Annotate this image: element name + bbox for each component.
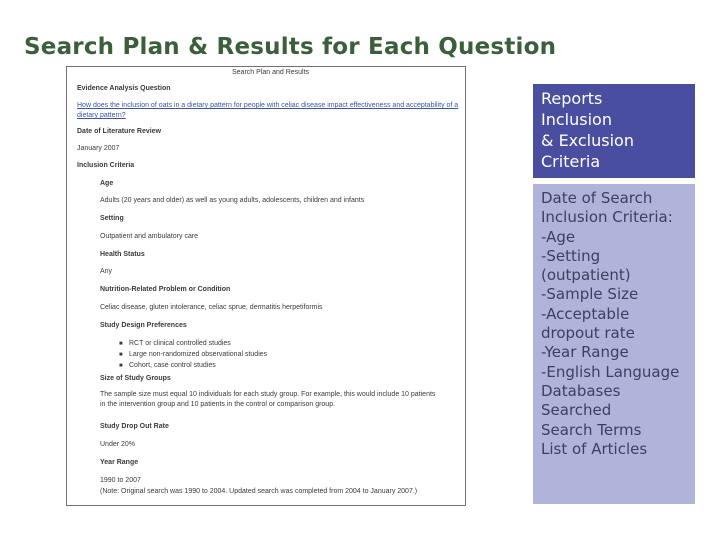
date-heading: Date of Literature Review bbox=[77, 128, 162, 135]
nutrition-heading: Nutrition-Related Problem or Condition bbox=[100, 286, 231, 293]
health-heading: Health Status bbox=[100, 251, 145, 258]
slide-title: Search Plan & Results for Each Question bbox=[24, 34, 557, 60]
criteria-header-panel bbox=[533, 84, 695, 178]
criteria-line: -Acceptable bbox=[541, 304, 630, 323]
document-title: Search Plan and Results bbox=[232, 69, 310, 76]
criteria-line: Search Terms bbox=[541, 420, 642, 439]
criteria-list-panel bbox=[533, 184, 695, 504]
nutrition-value: Celiac disease, gluten intolerance, celiac sprue, dermatitis herpetiformis bbox=[100, 304, 323, 311]
criteria-line: -Setting bbox=[541, 246, 601, 265]
header-line: Reports bbox=[541, 89, 603, 108]
criteria-line: -Age bbox=[541, 227, 576, 246]
criteria-line: (outpatient) bbox=[541, 266, 631, 285]
design-item: Large non-randomized observational studies bbox=[129, 351, 268, 358]
search-plan-document bbox=[66, 66, 466, 506]
dropout-value: Under 20% bbox=[100, 441, 136, 448]
criteria-line: Searched bbox=[541, 401, 612, 420]
bullet-icon: ■ bbox=[119, 341, 123, 347]
criteria-line: dropout rate bbox=[541, 324, 635, 343]
header-line: & Exclusion bbox=[541, 131, 634, 150]
age-heading: Age bbox=[100, 180, 114, 187]
inclusion-heading: Inclusion Criteria bbox=[77, 162, 135, 169]
header-line: Criteria bbox=[541, 152, 601, 171]
criteria-line: Date of Search bbox=[541, 189, 653, 207]
criteria-line: -Year Range bbox=[541, 343, 629, 362]
criteria-line: List of Articles bbox=[541, 439, 648, 458]
dropout-heading: Study Drop Out Rate bbox=[100, 423, 169, 430]
date-value: January 2007 bbox=[77, 145, 120, 152]
question-text-line1[interactable]: How does the inclusion of oats in a dietary pattern for people with celiac disease impact effectiveness and acceptability of a bbox=[77, 102, 459, 109]
health-value: Any bbox=[100, 268, 113, 275]
size-text-line2: in the intervention group and 10 patients in the control or comparison group. bbox=[100, 401, 336, 408]
year-value: 1990 to 2007 bbox=[100, 477, 141, 484]
age-value: Adults (20 years and older) as well as young adults, adolescents, children and infants bbox=[100, 197, 365, 204]
criteria-line: Databases bbox=[541, 381, 621, 400]
setting-heading: Setting bbox=[100, 215, 124, 222]
question-text-line2[interactable]: dietary pattern? bbox=[77, 112, 126, 119]
size-heading: Size of Study Groups bbox=[100, 375, 171, 382]
year-note: (Note: Original search was 1990 to 2004. Updated search was completed from 2004 to January 2007.) bbox=[100, 488, 418, 495]
design-heading: Study Design Preferences bbox=[100, 322, 187, 329]
size-text-line1: The sample size must equal 10 individuals for each study group. For example, this would include 10 patients bbox=[100, 391, 436, 398]
design-item: Cohort, case control studies bbox=[129, 362, 216, 369]
bullet-icon: ■ bbox=[119, 352, 123, 358]
setting-value: Outpatient and ambulatory care bbox=[100, 233, 199, 240]
evidence-heading: Evidence Analysis Question bbox=[77, 85, 171, 92]
year-heading: Year Range bbox=[100, 459, 139, 466]
criteria-line: Inclusion Criteria: bbox=[541, 208, 673, 227]
design-item: RCT or clinical controlled studies bbox=[129, 340, 231, 347]
bullet-icon: ■ bbox=[119, 363, 123, 369]
header-line: Inclusion bbox=[541, 110, 612, 129]
criteria-line: -English Language bbox=[541, 362, 680, 381]
criteria-line: -Sample Size bbox=[541, 285, 639, 304]
